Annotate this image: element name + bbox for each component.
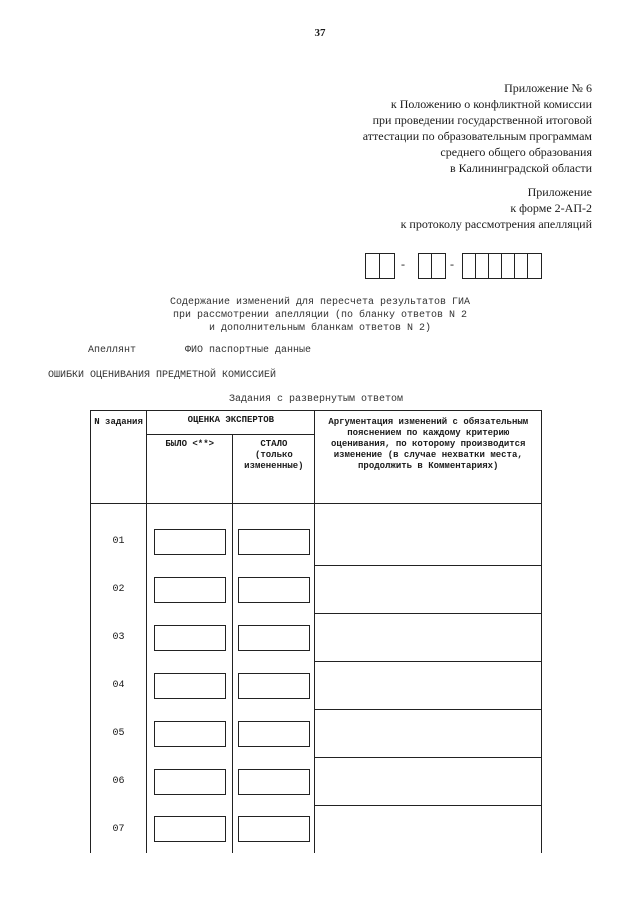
code-cell[interactable] (366, 254, 380, 278)
was-score-input[interactable] (154, 769, 226, 795)
code-cell[interactable] (380, 254, 394, 278)
argumentation-cell[interactable] (315, 566, 542, 614)
appendix-line: к Положению о конфликтной комиссии (390, 97, 592, 111)
code-cell[interactable] (489, 254, 502, 278)
was-score-input[interactable] (154, 529, 226, 555)
form-note-line: к протоколу рассмотрения апелляций (400, 217, 592, 231)
code-box-number[interactable] (462, 253, 542, 279)
code-cell[interactable] (432, 254, 445, 278)
table-row (91, 710, 542, 758)
appendix-line: в Калининградской области (449, 161, 592, 175)
heading-line: при рассмотрении апелляции (по бланку ответов N 2 (172, 310, 468, 321)
appendix-line: аттестации по образовательным программам (362, 129, 592, 143)
appellant-label: Апеллянт (88, 345, 137, 356)
code-cell[interactable] (419, 254, 432, 278)
argumentation-cell[interactable] (315, 806, 542, 854)
now-score-input[interactable] (238, 769, 310, 795)
was-score-input[interactable] (154, 816, 226, 842)
table-row (91, 758, 542, 806)
table-row (91, 614, 542, 662)
header-expert-assessment: ОЦЕНКА ЭКСПЕРТОВ (147, 411, 315, 435)
code-cell[interactable] (528, 254, 541, 278)
appendix-block (363, 80, 592, 176)
code-dash: - (450, 257, 454, 271)
heading-line: и дополнительным бланкам ответов N 2) (208, 323, 432, 334)
task-number: 03 (91, 614, 147, 662)
heading-line: Содержание изменений для пересчета результатов ГИА (169, 297, 471, 308)
now-score-input[interactable] (238, 816, 310, 842)
document-heading (0, 296, 640, 335)
appendix-line: Приложение № 6 (504, 81, 592, 95)
argumentation-cell[interactable] (315, 758, 542, 806)
task-number: 07 (91, 806, 147, 854)
now-score-input[interactable] (238, 625, 310, 651)
task-number: 04 (91, 662, 147, 710)
table-row (91, 662, 542, 710)
now-score-input[interactable] (238, 721, 310, 747)
now-score-input[interactable] (238, 673, 310, 699)
corrections-table (90, 410, 542, 853)
was-score-input[interactable] (154, 625, 226, 651)
section-title: ОШИБКИ ОЦЕНИВАНИЯ ПРЕДМЕТНОЙ КОМИССИЕЙ (48, 370, 277, 381)
appendix-line: среднего общего образования (440, 145, 592, 159)
table-row (91, 518, 542, 566)
table-caption: Задания с развернутым ответом (228, 394, 404, 405)
header-task-number: N задания (91, 411, 147, 504)
task-number: 01 (91, 518, 147, 566)
header-was: БЫЛО <**> (147, 434, 233, 503)
header-now: СТАЛО (только измененные) (233, 434, 315, 503)
was-score-input[interactable] (154, 673, 226, 699)
appellant-value: ФИО паспортные данные (185, 345, 312, 356)
form-note-line: к форме 2-АП-2 (510, 201, 592, 215)
task-number: 06 (91, 758, 147, 806)
code-cell[interactable] (515, 254, 528, 278)
argumentation-cell[interactable] (315, 662, 542, 710)
code-cell[interactable] (476, 254, 489, 278)
appendix-line: при проведении государственной итоговой (372, 113, 592, 127)
page-number: 37 (314, 27, 326, 39)
now-score-input[interactable] (238, 577, 310, 603)
was-score-input[interactable] (154, 577, 226, 603)
table-row (91, 566, 542, 614)
argumentation-cell[interactable] (315, 614, 542, 662)
code-box-school[interactable] (418, 253, 446, 279)
task-number: 05 (91, 710, 147, 758)
argumentation-cell[interactable] (315, 710, 542, 758)
form-note-line: Приложение (527, 185, 592, 199)
code-dash: - (401, 257, 405, 271)
code-box-region[interactable] (365, 253, 395, 279)
code-cell[interactable] (502, 254, 515, 278)
table-row (91, 806, 542, 854)
now-score-input[interactable] (238, 529, 310, 555)
argumentation-cell[interactable] (315, 518, 542, 566)
form-note-block (401, 184, 592, 232)
task-number: 02 (91, 566, 147, 614)
header-argumentation: Аргументация изменений с обязательным пояснением по каждому критерию оценивания, по которому производится изменение (в случае нехватки места, продолжить в Комментариях) (315, 411, 542, 504)
code-cell[interactable] (463, 254, 476, 278)
was-score-input[interactable] (154, 721, 226, 747)
